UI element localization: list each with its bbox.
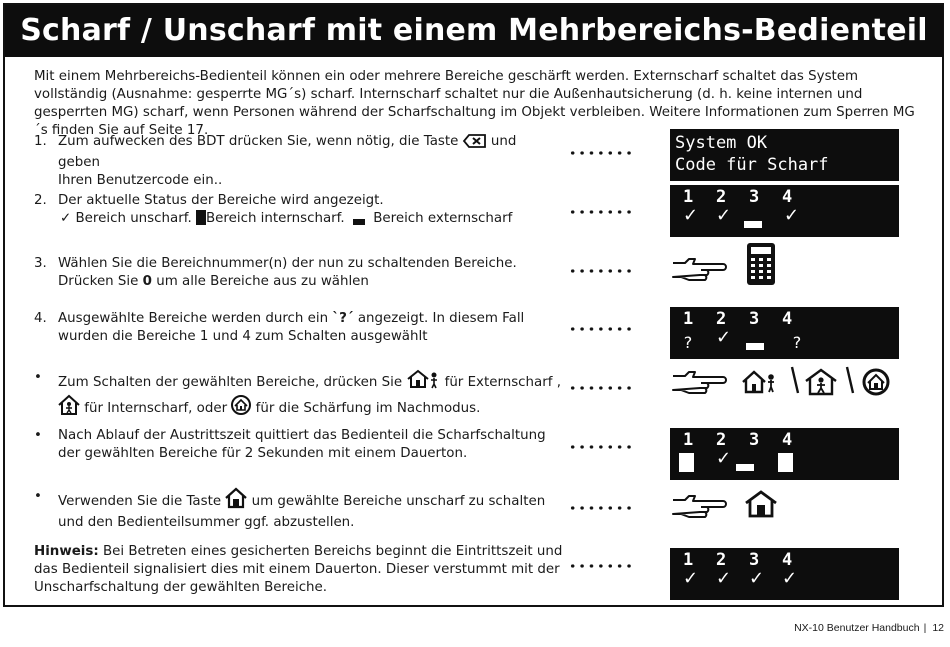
step-2-line-a: Der aktuelle Status der Bereiche wird angezeigt. [58, 193, 384, 208]
lcd-line-1: System OK [675, 133, 768, 153]
note-line-b: das Bedienteil signalisiert dies mit einem Dauerton. Dieser verstummt mit der [34, 562, 560, 577]
step-4-line-a1: Ausgewählte Bereiche werden durch ein [58, 311, 329, 326]
area-2-unscharf: ✓ [716, 448, 732, 469]
externscharf-bar-icon [353, 213, 365, 231]
area-2: 2 [716, 430, 727, 450]
dotted-leader [568, 444, 634, 450]
step-7-line-a2: um gewählte Bereiche unscharf zu schalten [251, 494, 546, 509]
lcd-display-4 [670, 428, 899, 480]
pointing-hand-icon [671, 255, 727, 287]
lcd-display-2 [670, 185, 899, 237]
step-5-line-a2: für Externscharf , [444, 375, 561, 390]
dotted-leader [568, 268, 634, 274]
step-7-line-a1: Verwenden Sie die Taste [58, 494, 222, 509]
footer-label: NX-10 Benutzer Handbuch [794, 622, 920, 634]
step-2-number: 2. [34, 193, 47, 208]
area-3-externscharf [736, 464, 754, 471]
dotted-leader [568, 209, 634, 215]
step-3-zero: 0 [142, 274, 152, 289]
night-arm-icon [862, 368, 890, 400]
area-3-unscharf: ✓ [749, 568, 765, 589]
area-4: 4 [782, 430, 793, 450]
step-7-text [58, 488, 558, 532]
step-7-line-b: und den Bedienteilsummer ggf. abzustellen. [58, 515, 355, 530]
step-4-number: 4. [34, 311, 47, 326]
note-line-a: Bei Betreten eines gesicherten Bereichs beginnt die Eintrittszeit und [102, 544, 563, 559]
area-2-unscharf: ✓ [716, 568, 732, 589]
step-1-number: 1. [34, 134, 47, 149]
dotted-leader [568, 150, 634, 156]
step-2-text [58, 192, 558, 231]
lcd-display-5 [670, 548, 899, 600]
dotted-leader [568, 563, 634, 569]
disarm-key-icon [225, 488, 247, 514]
legend-unscharf: Bereich unscharf. [75, 211, 192, 226]
lcd-line-2: Code für Scharf [675, 155, 829, 175]
step-5-line-b2: für die Schärfung im Nachmodus. [255, 401, 481, 416]
step-1-line-b: und geben [58, 134, 517, 170]
area-4-internscharf [778, 453, 793, 472]
dotted-leader [568, 505, 634, 511]
legend-internscharf: Bereich internscharf. [205, 211, 345, 226]
delete-key-icon [463, 134, 487, 154]
area-1-selected: ? [683, 333, 693, 352]
internscharf-block-icon [196, 210, 206, 231]
area-3: 3 [749, 187, 760, 207]
step-1-text [58, 133, 558, 190]
step-1-line-a: Zum aufwecken des BDT drücken Sie, wenn nötig, die Taste [58, 134, 459, 149]
step-5-bullet: • [34, 370, 42, 385]
area-2: 2 [716, 309, 727, 329]
area-3-externscharf [746, 343, 764, 350]
area-4: 4 [782, 187, 793, 207]
area-1-unscharf: ✓ [683, 205, 699, 226]
area-1-unscharf: ✓ [683, 568, 699, 589]
area-2-unscharf: ✓ [716, 327, 732, 348]
step-5-text [58, 369, 568, 421]
away-arm-icon [406, 369, 440, 395]
area-4-unscharf: ✓ [784, 205, 800, 226]
area-2: 2 [716, 550, 727, 570]
check-symbol: ✓ [60, 211, 72, 226]
separator-slash [790, 365, 800, 399]
note-label: Hinweis: [34, 544, 99, 559]
step-3-line-b2: um alle Bereiche aus zu wählen [156, 274, 369, 289]
step-4-text [58, 310, 558, 346]
step-6-bullet: • [34, 428, 42, 443]
area-1: 1 [683, 550, 694, 570]
disarm-key-icon [744, 490, 778, 522]
area-4: 4 [782, 309, 793, 329]
area-4-selected: ? [792, 333, 802, 352]
area-3: 3 [749, 309, 760, 329]
step-4-line-b: wurden die Bereiche 1 und 4 zum Schalten ausgewählt [58, 329, 428, 344]
step-4-qmark: `?´ [332, 311, 354, 326]
step-5-line-b1: für Internscharf, oder [84, 401, 228, 416]
intro-paragraph: Mit einem Mehrbereichs-Bedienteil können ein oder mehrere Bereiche geschärft werden. Externscharf schaltet das System vollständig (Ausnahme: gesperrte MG´s) scharf. Internscharf schaltet nur die Außenhautsicherung (d. h. keine internen und gesperrten MG) scharf, wenn Personen während der Scharfschaltung im Objekt verbleiben. Weitere Informationen zum Sperren MG´s finden Sie auf Seite 17. [34, 69, 915, 138]
footer-separator: | [923, 622, 927, 634]
away-arm-icon [741, 370, 777, 398]
area-3: 3 [749, 430, 760, 450]
stay-arm-icon [58, 395, 80, 421]
area-1: 1 [683, 309, 694, 329]
pointing-hand-icon [671, 368, 727, 400]
area-2: 2 [716, 187, 727, 207]
step-4-line-a2: angezeigt. In diesem Fall [357, 311, 525, 326]
step-1-line-c: Ihren Benutzercode ein.. [58, 173, 223, 188]
step-6-line-b: der gewählten Bereiche für 2 Sekunden mit einem Dauerton. [58, 446, 468, 461]
page-title: Scharf / Unscharf mit einem Mehrbereichs-Bedienteil [5, 5, 943, 57]
step-5-line-a1: Zum Schalten der gewählten Bereiche, drücken Sie [58, 375, 403, 390]
page-number: 12 [932, 622, 944, 634]
step-6-line-a: Nach Ablauf der Austrittszeit quittiert das Bedienteil die Scharfschaltung [58, 428, 546, 443]
step-6-text [58, 427, 558, 463]
stay-arm-icon [804, 368, 838, 400]
note-line-c: Unscharfschaltung der gewählten Bereiche. [34, 580, 328, 595]
page-footer [794, 622, 944, 634]
step-3-line-a: Wählen Sie die Bereichnummer(n) der nun zu schaltenden Bereiche. [58, 256, 517, 271]
keypad-icon [746, 242, 776, 290]
separator-slash [845, 365, 855, 399]
note-paragraph [34, 543, 564, 597]
pointing-hand-icon [671, 492, 727, 524]
legend-externscharf: Bereich externscharf [373, 211, 513, 226]
area-1-internscharf [679, 453, 694, 472]
area-1: 1 [683, 430, 694, 450]
lcd-display-3 [670, 307, 899, 359]
area-4: 4 [782, 550, 793, 570]
dotted-leader [568, 326, 634, 332]
lcd-display-1 [670, 129, 899, 181]
area-4-unscharf: ✓ [782, 568, 798, 589]
area-1: 1 [683, 187, 694, 207]
area-2-unscharf: ✓ [716, 205, 732, 226]
area-3-externscharf [744, 221, 762, 228]
night-arm-icon [231, 395, 251, 421]
step-3-number: 3. [34, 256, 47, 271]
step-7-bullet: • [34, 489, 42, 504]
step-3-text [58, 255, 558, 291]
area-3: 3 [749, 550, 760, 570]
dotted-leader [568, 385, 634, 391]
step-3-line-b1: Drücken Sie [58, 274, 139, 289]
